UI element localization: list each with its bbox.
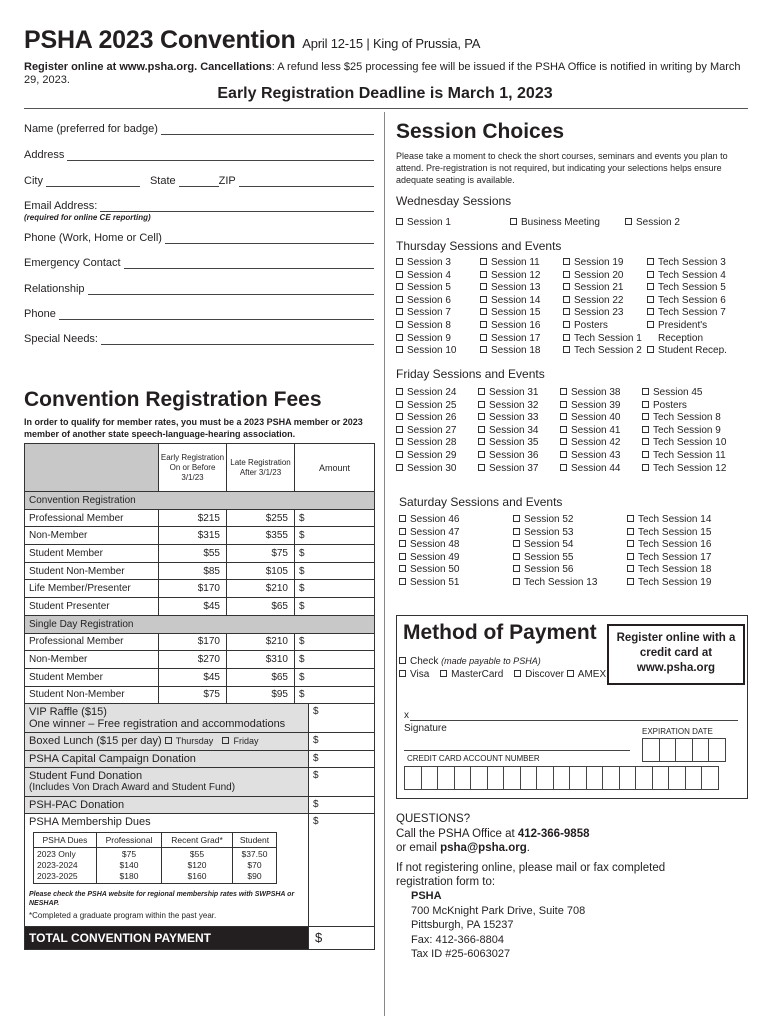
deadline-banner: Early Registration Deadline is March 1, 2023	[217, 85, 553, 102]
fee-amt: $	[299, 583, 305, 595]
session-checkbox-session-25[interactable]: Session 25	[396, 400, 456, 413]
session-checkbox-session-42[interactable]: Session 42	[560, 437, 620, 450]
emergency-contact-field[interactable]: Emergency Contact	[24, 257, 374, 269]
session-checkbox-session-8[interactable]: Session 8	[396, 320, 456, 333]
session-checkbox-tech-session-16[interactable]: Tech Session 16	[627, 539, 711, 552]
fee-late: $75	[227, 545, 295, 562]
fee-late: $65	[227, 669, 295, 686]
session-checkbox-session-21[interactable]: Session 21	[563, 282, 642, 295]
session-checkbox-session-5[interactable]: Session 5	[396, 282, 456, 295]
session-checkbox-tech-session-19[interactable]: Tech Session 19	[627, 577, 711, 590]
session-checkbox-tech-session-4[interactable]: Tech Session 4	[647, 270, 727, 283]
session-checkbox-tech-session-3[interactable]: Tech Session 3	[647, 257, 727, 270]
session-checkbox-session-24[interactable]: Session 24	[396, 387, 456, 400]
session-checkbox-session-17[interactable]: Session 17	[480, 333, 540, 346]
check-option[interactable]: Check (made payable to PSHA)	[399, 655, 541, 669]
session-checkbox-session-20[interactable]: Session 20	[563, 270, 642, 283]
session-checkbox-session-39[interactable]: Session 39	[560, 400, 620, 413]
expiration-boxes[interactable]	[642, 738, 725, 762]
student-fund-row[interactable]: Student Fund Donation (Includes Von Drach Award and Student Fund) $	[25, 768, 374, 797]
mailing-address: PSHA 700 McKnight Park Drive, Suite 708 Pittsburgh, PA 15237 Fax: 412-366-8804 Tax ID #25-6063027	[411, 890, 586, 960]
fee-early: $215	[159, 510, 227, 527]
session-checkbox-session-45[interactable]: Session 45	[642, 387, 726, 400]
session-checkbox-session-13[interactable]: Session 13	[480, 282, 540, 295]
fee-early: $170	[159, 580, 227, 597]
amount-header: Amount	[318, 462, 351, 473]
session-checkbox-session-3[interactable]: Session 3	[396, 257, 456, 270]
session-checkbox-session-12[interactable]: Session 12	[480, 270, 540, 283]
session-checkbox-session-53[interactable]: Session 53	[513, 527, 597, 540]
city-state-zip-field[interactable]: City State ZIP	[24, 175, 374, 187]
session-checkbox-tech-session-9[interactable]: Tech Session 9	[642, 425, 726, 438]
address-field[interactable]: Address	[24, 149, 374, 161]
session-checkbox-session-38[interactable]: Session 38	[560, 387, 620, 400]
fee-early: $45	[159, 598, 227, 615]
session-checkbox-tech-session-18[interactable]: Tech Session 18	[627, 564, 711, 577]
fee-row-student-presenter[interactable]	[25, 598, 374, 616]
fee-amt: $	[299, 547, 305, 559]
session-checkbox-session-51[interactable]: Session 51	[399, 577, 459, 590]
session-checkbox-session-50[interactable]: Session 50	[399, 564, 459, 577]
session-checkbox-tech-session-14[interactable]: Tech Session 14	[627, 514, 711, 527]
early-header: Early Registration On or Before 3/1/23	[159, 444, 227, 491]
fee-early: $270	[159, 651, 227, 668]
friday-checkbox[interactable]	[222, 737, 229, 744]
fee-row-non-member[interactable]	[25, 651, 374, 669]
fees-note: In order to qualify for member rates, you must be a 2023 PSHA member or 2023 member of another state speech-language-hearing association.	[24, 417, 363, 439]
fee-early: $45	[159, 669, 227, 686]
session-checkbox-session-28[interactable]: Session 28	[396, 437, 456, 450]
fee-late: $310	[227, 651, 295, 668]
fee-row-professional-member[interactable]	[25, 634, 374, 652]
amex-option[interactable]: AMEX	[567, 669, 606, 680]
saturday-heading: Saturday Sessions and Events	[399, 495, 563, 509]
session-checkbox-session-18[interactable]: Session 18	[480, 345, 540, 358]
event-date-location: April 12-15 | King of Prussia, PA	[302, 36, 481, 51]
column-divider	[384, 112, 385, 1016]
session-checkbox-session-36[interactable]: Session 36	[478, 450, 538, 463]
session-checkbox-tech-session-11[interactable]: Tech Session 11	[642, 450, 726, 463]
signature-line[interactable]	[410, 720, 738, 721]
capital-campaign-row[interactable]: PSHA Capital Campaign Donation $	[25, 751, 374, 768]
fees-table	[24, 443, 375, 950]
session-checkbox-tech-session-17[interactable]: Tech Session 17	[627, 552, 711, 565]
session-checkbox-tech-session-15[interactable]: Tech Session 15	[627, 527, 711, 540]
fee-amt: $	[299, 689, 305, 701]
session-checkbox-session-49[interactable]: Session 49	[399, 552, 459, 565]
card-number-boxes[interactable]	[404, 766, 718, 790]
fee-label: Professional Member	[25, 510, 159, 527]
fee-amt: $	[299, 671, 305, 683]
fee-label: Student Member	[25, 669, 159, 686]
session-checkbox-session-23[interactable]: Session 23	[563, 307, 642, 320]
payment-title: Method of Payment	[403, 621, 597, 644]
group-convention: Convention Registration	[25, 492, 374, 510]
fee-amt: $	[299, 654, 305, 666]
session-checkbox-session-11[interactable]: Session 11	[480, 257, 540, 270]
fee-label: Student Non-Member	[25, 687, 159, 704]
sessions-title: Session Choices	[396, 120, 565, 143]
session-checkbox-session-22[interactable]: Session 22	[563, 295, 642, 308]
fee-amt: $	[299, 565, 305, 577]
fee-late: $210	[227, 634, 295, 651]
session-checkbox-session-33[interactable]: Session 33	[478, 412, 538, 425]
session-checkbox-session-44[interactable]: Session 44	[560, 463, 620, 476]
session-checkbox-tech-session-2[interactable]: Tech Session 2	[563, 345, 642, 358]
header-divider	[24, 108, 748, 109]
fee-early: $75	[159, 687, 227, 704]
presidents-reception-cont: Reception	[658, 332, 704, 344]
fee-early: $55	[159, 545, 227, 562]
membership-dues-row: PSHA Membership Dues PSHA Dues Professional Recent Grad* Student 2023 Only 2023-2024 2023-2025 $75 $140 $180 $55 $120 $160 $37.50 $70 $90 Please check the PSHA website for regional membership rates with SWPSHA or NESHAP. *Completed a graduate program within the past year. $	[25, 814, 374, 927]
fee-label: Non-Member	[25, 527, 159, 544]
session-checkbox-session-1[interactable]: Session 1	[396, 217, 451, 230]
session-checkbox-session-29[interactable]: Session 29	[396, 450, 456, 463]
office-phone: 412-366-9858	[517, 827, 590, 840]
page-title: PSHA 2023 Convention April 12-15 | King of Prussia, PA	[24, 26, 481, 54]
dues-table: PSHA Dues Professional Recent Grad* Student 2023 Only 2023-2024 2023-2025 $75 $140 $180 $55 $120 $160 $37.50 $70 $90	[33, 832, 277, 884]
fee-row-student-member[interactable]	[25, 545, 374, 563]
phone-work-field[interactable]: Phone (Work, Home or Cell)	[24, 232, 374, 244]
special-needs-field[interactable]: Special Needs:	[24, 333, 374, 345]
fee-row-professional-member[interactable]	[25, 510, 374, 528]
session-checkbox-session-41[interactable]: Session 41	[560, 425, 620, 438]
fees-title: Convention Registration Fees	[24, 388, 322, 411]
session-checkbox-tech-session-5[interactable]: Tech Session 5	[647, 282, 727, 295]
session-checkbox-posters[interactable]: Posters	[563, 320, 642, 333]
fee-row-non-member[interactable]	[25, 527, 374, 545]
fee-label: Student Non-Member	[25, 563, 159, 580]
questions-block: QUESTIONS? Call the PSHA Office at 412-366-9858 or email psha@psha.org.	[396, 813, 590, 854]
session-checkbox-session-43[interactable]: Session 43	[560, 450, 620, 463]
signature-label: Signature	[404, 723, 447, 734]
fee-amt: $	[299, 636, 305, 648]
fee-label: Non-Member	[25, 651, 159, 668]
fee-early: $170	[159, 634, 227, 651]
session-checkbox-session-32[interactable]: Session 32	[478, 400, 538, 413]
session-checkbox-session-9[interactable]: Session 9	[396, 333, 456, 346]
phone-field[interactable]: Phone	[24, 308, 374, 320]
session-checkbox-tech-session-1[interactable]: Tech Session 1	[563, 333, 642, 346]
session-checkbox-session-37[interactable]: Session 37	[478, 463, 538, 476]
fee-label: Student Presenter	[25, 598, 159, 615]
session-checkbox-session-10[interactable]: Session 10	[396, 345, 456, 358]
thursday-checkbox[interactable]	[165, 737, 172, 744]
visa-option[interactable]: Visa	[399, 669, 429, 680]
fee-amt: $	[299, 530, 305, 542]
total-row[interactable]: TOTAL CONVENTION PAYMENT $	[25, 927, 374, 949]
session-checkbox-session-2[interactable]: Session 2	[625, 217, 680, 230]
fee-label: Student Member	[25, 545, 159, 562]
expiration-label: EXPIRATION DATE	[642, 727, 713, 736]
session-checkbox-session-16[interactable]: Session 16	[480, 320, 540, 333]
fee-late: $105	[227, 563, 295, 580]
card-number-label: CREDIT CARD ACCOUNT NUMBER	[407, 754, 540, 763]
session-checkbox-posters[interactable]: Posters	[642, 400, 726, 413]
friday-heading: Friday Sessions and Events	[396, 367, 545, 381]
mail-note: If not registering online, please mail or fax completed registration form to:	[396, 862, 666, 888]
session-checkbox-session-7[interactable]: Session 7	[396, 307, 456, 320]
registration-info: Register online at www.psha.org. Cancellations: A refund less $25 processing fee will be issued if the PSHA Office is notified in writing by March 29, 2023.	[24, 61, 741, 86]
fee-row-student-non-member[interactable]	[25, 563, 374, 581]
fee-label: Professional Member	[25, 634, 159, 651]
office-email[interactable]: psha@psha.org	[440, 842, 527, 854]
session-checkbox-session-34[interactable]: Session 34	[478, 425, 538, 438]
fee-row-student-member[interactable]	[25, 669, 374, 687]
session-checkbox-tech-session-12[interactable]: Tech Session 12	[642, 463, 726, 476]
session-checkbox-session-27[interactable]: Session 27	[396, 425, 456, 438]
wednesday-heading: Wednesday Sessions	[396, 194, 512, 208]
session-checkbox-tech-session-7[interactable]: Tech Session 7	[647, 307, 727, 320]
name-field[interactable]: Name (preferred for badge)	[24, 123, 374, 135]
late-header: Late Registration After 3/1/23	[227, 444, 295, 491]
fee-row-life-member-presenter[interactable]	[25, 580, 374, 598]
wed-item	[510, 217, 600, 230]
fee-late: $255	[227, 510, 295, 527]
session-checkbox-session-14[interactable]: Session 14	[480, 295, 540, 308]
session-checkbox-session-30[interactable]: Session 30	[396, 463, 456, 476]
email-note: (required for online CE reporting)	[24, 213, 151, 222]
fee-amt: $	[299, 600, 305, 612]
email-field[interactable]: Email Address:	[24, 200, 374, 212]
mastercard-option[interactable]: MasterCard	[440, 669, 503, 680]
session-checkbox-session-31[interactable]: Session 31	[478, 387, 538, 400]
vip-raffle-row[interactable]: VIP Raffle ($15) One winner – Free registration and accommodations $	[25, 704, 374, 733]
fee-late: $65	[227, 598, 295, 615]
session-checkbox-session-48[interactable]: Session 48	[399, 539, 459, 552]
card-number-line	[404, 750, 630, 751]
session-checkbox-session-19[interactable]: Session 19	[563, 257, 642, 270]
session-checkbox-tech-session-6[interactable]: Tech Session 6	[647, 295, 727, 308]
session-checkbox-session-40[interactable]: Session 40	[560, 412, 620, 425]
discover-option[interactable]: Discover	[514, 669, 564, 680]
session-checkbox-business-meeting[interactable]: Business Meeting	[510, 217, 600, 230]
session-checkbox-session-15[interactable]: Session 15	[480, 307, 540, 320]
boxed-lunch-row[interactable]: Boxed Lunch ($15 per day) Thursday Friday $	[25, 733, 374, 751]
fee-early: $85	[159, 563, 227, 580]
wed-item	[396, 217, 451, 230]
session-checkbox-session-54[interactable]: Session 54	[513, 539, 597, 552]
session-checkbox-session-26[interactable]: Session 26	[396, 412, 456, 425]
session-checkbox-session-52[interactable]: Session 52	[513, 514, 597, 527]
session-checkbox-session-46[interactable]: Session 46	[399, 514, 459, 527]
session-checkbox-session-47[interactable]: Session 47	[399, 527, 459, 540]
signature-x: x	[404, 710, 409, 721]
session-checkbox-session-4[interactable]: Session 4	[396, 270, 456, 283]
session-checkbox-session-56[interactable]: Session 56	[513, 564, 597, 577]
fee-amt: $	[299, 512, 305, 524]
register-online-box: Register online with a credit card at www.psha.org	[607, 624, 745, 685]
session-checkbox-tech-session-13[interactable]: Tech Session 13	[513, 577, 597, 590]
relationship-field[interactable]: Relationship	[24, 283, 374, 295]
fee-early: $315	[159, 527, 227, 544]
fee-label: Life Member/Presenter	[25, 580, 159, 597]
sessions-intro: Please take a moment to check the short courses, seminars and events you plan to attend. Pre-registration is not required, but indicating your selections helps ensure adequate seating is available.	[396, 151, 728, 185]
thursday-heading: Thursday Sessions and Events	[396, 239, 562, 253]
session-checkbox-student-recep[interactable]: Student Recep.	[647, 345, 727, 358]
session-checkbox-tech-session-10[interactable]: Tech Session 10	[642, 437, 726, 450]
fee-late: $95	[227, 687, 295, 704]
session-checkbox-session-35[interactable]: Session 35	[478, 437, 538, 450]
session-checkbox-session-55[interactable]: Session 55	[513, 552, 597, 565]
fee-row-student-non-member[interactable]	[25, 687, 374, 705]
session-checkbox-tech-session-8[interactable]: Tech Session 8	[642, 412, 726, 425]
psh-pac-row[interactable]: PSH-PAC Donation $	[25, 797, 374, 814]
group-single-day: Single Day Registration	[25, 616, 374, 634]
fee-late: $210	[227, 580, 295, 597]
wed-item	[625, 217, 680, 230]
fee-late: $355	[227, 527, 295, 544]
session-checkbox-president-s[interactable]: President's	[647, 320, 727, 333]
session-checkbox-session-6[interactable]: Session 6	[396, 295, 456, 308]
